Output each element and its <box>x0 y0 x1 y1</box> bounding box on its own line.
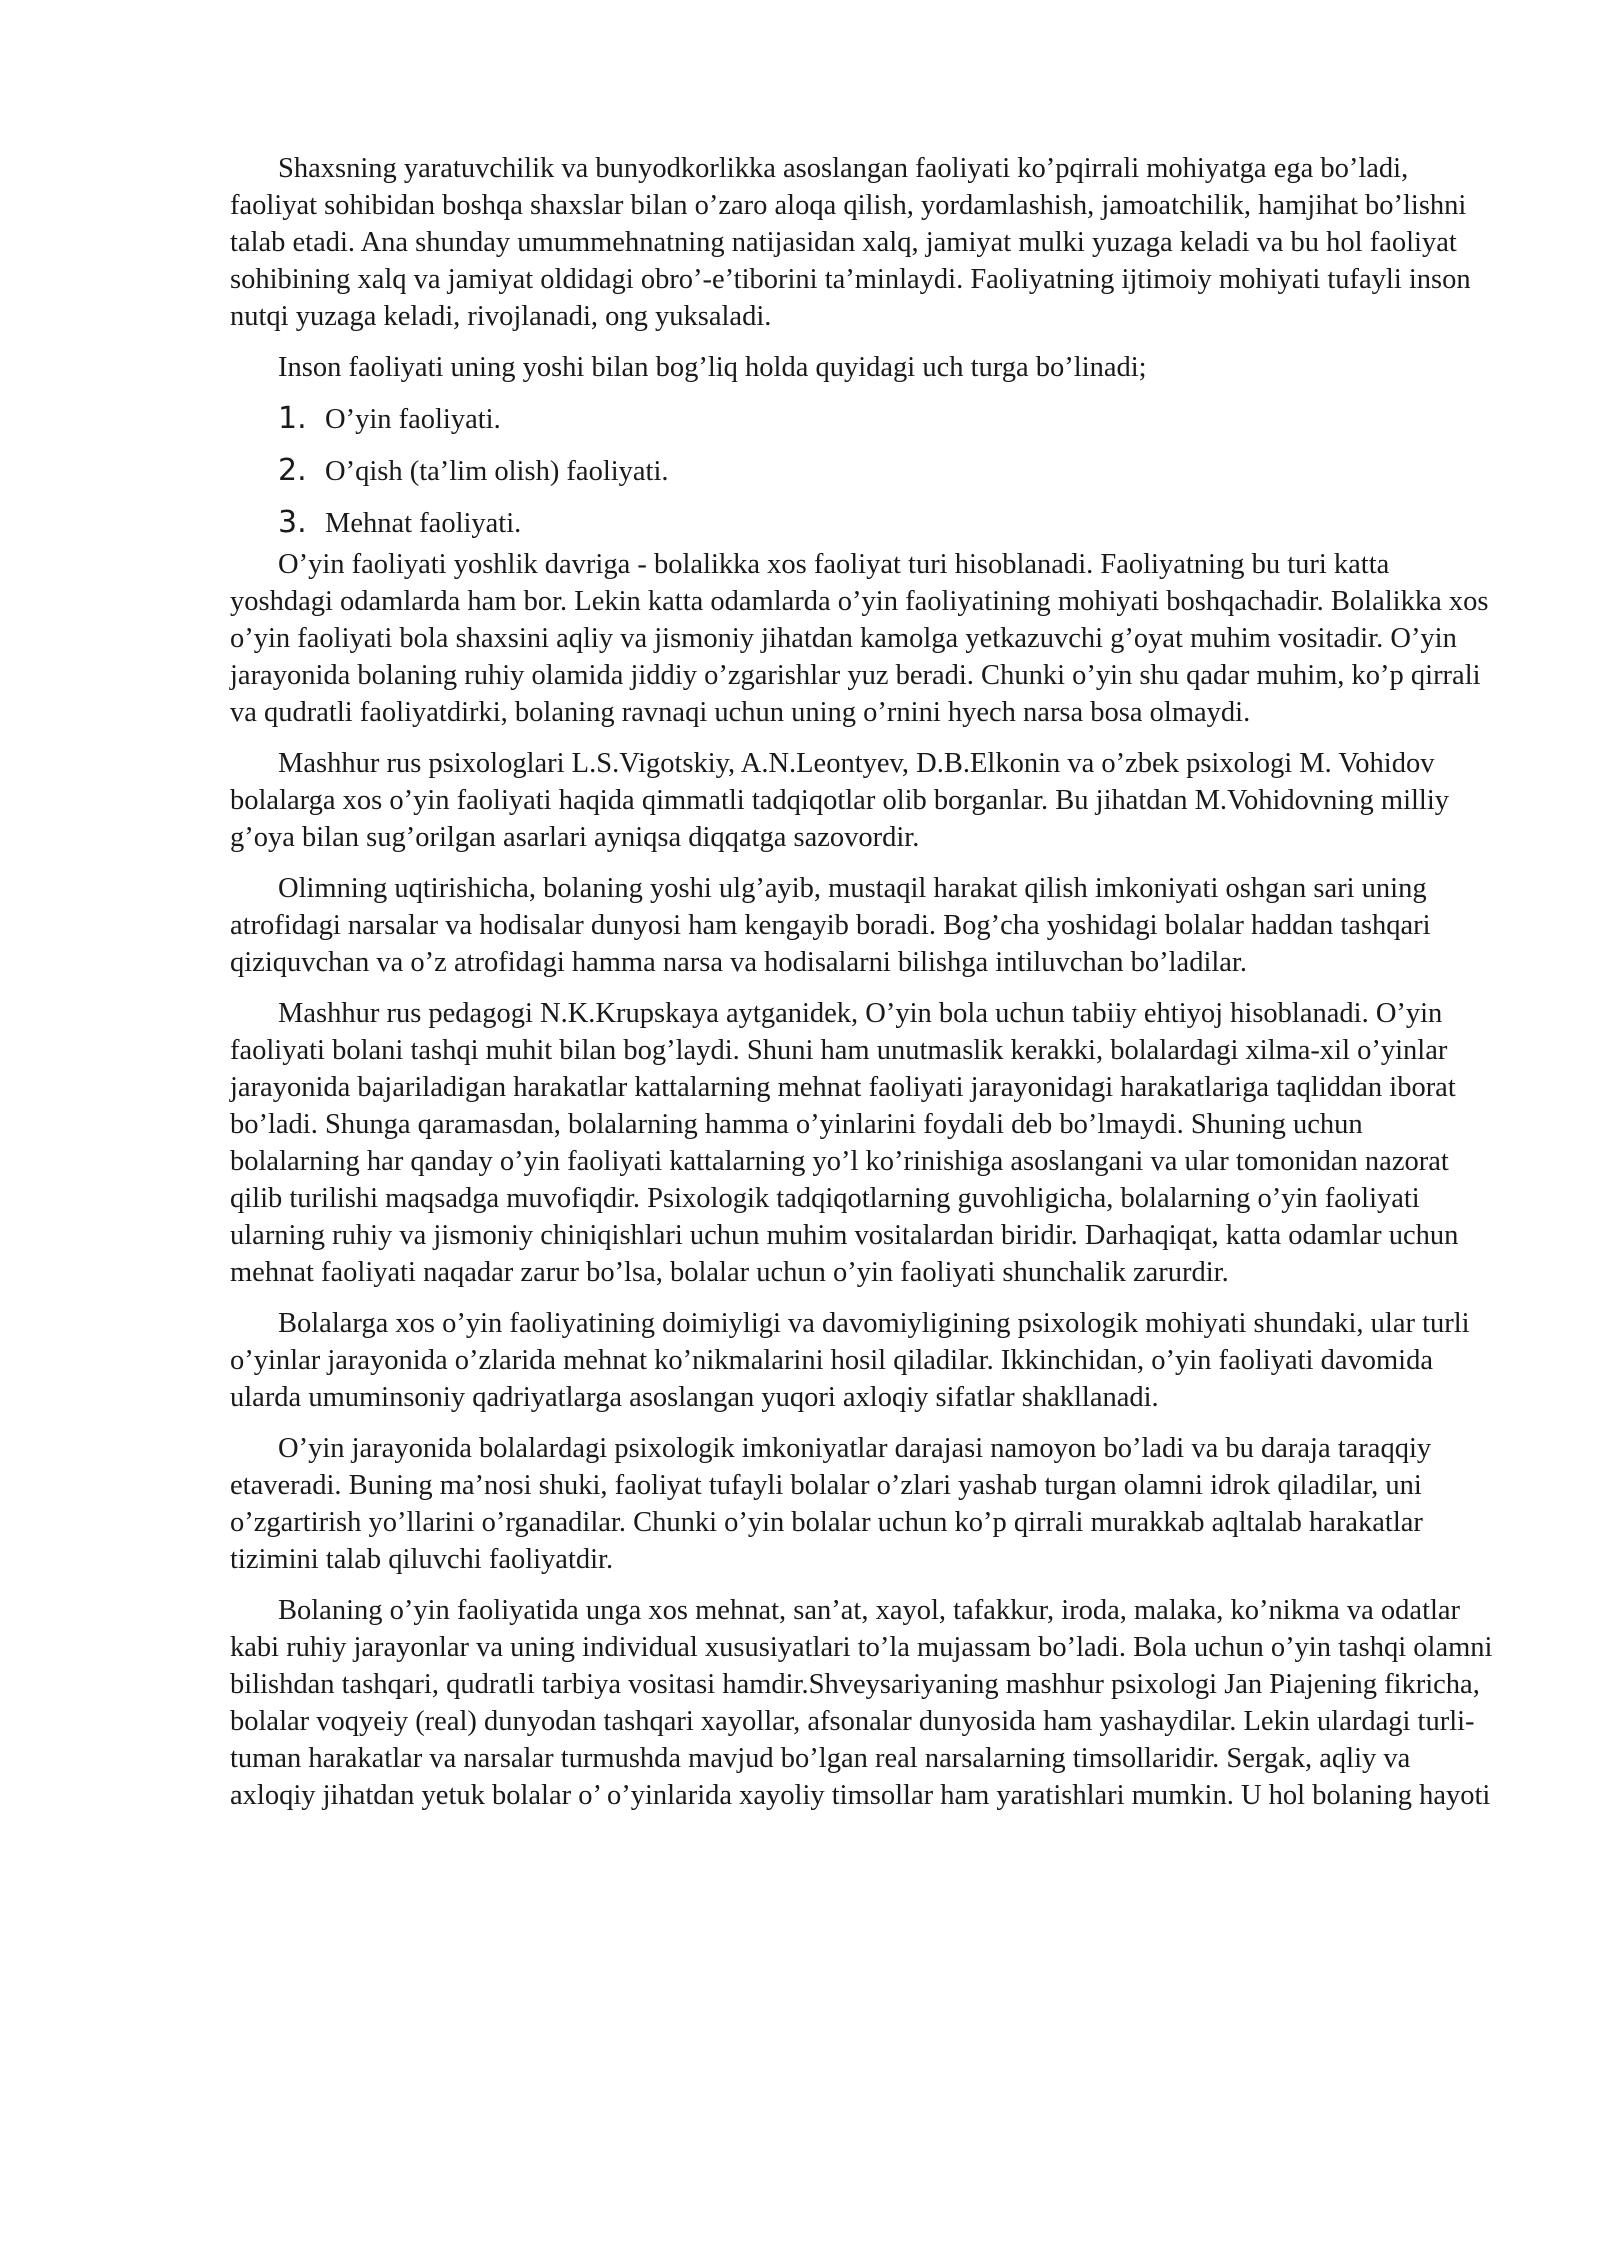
activity-types-list <box>230 400 1498 542</box>
list-item-number: 1. <box>278 401 307 436</box>
paragraph-scholar-view: Olimning uqtirishicha, bolaning yoshi ulg’ayib, mustaqil harakat qilish imkoniyati oshgan sari uning atrofidagi narsalar va hodisalar dunyosi ham kengayib boradi. Bog’cha yoshidagi bolalar haddan tashqari qiziquvchan va o’z atrofidagi hamma narsa va hodisalarni bilishga intiluvchan bo’ladilar. <box>230 873 1431 978</box>
list-item-number: 2. <box>278 453 307 488</box>
paragraph-permanence: Bolalarga xos o’yin faoliyatining doimiyligi va davomiyligining psixologik mohiyati shundaki, ular turli o’yinlar jarayonida o’zlarida mehnat ko’nikmalarini hosil qiladilar. Ikkinchidan, o’yin faoliyati davomida ularda umuminsoniy qadriyatlarga asoslangan yuqori axloqiy sifatlar shakllanadi. <box>230 1308 1470 1413</box>
document-page <box>230 150 1498 1828</box>
list-item-text: O’yin faoliyati. <box>325 404 501 435</box>
paragraph-play-activity: O’yin faoliyati yoshlik davriga - bolalikka xos faoliyat turi hisoblanadi. Faoliyatning bu turi katta yoshdagi odamlarda ham bor. Lekin katta odamlarda o’yin faoliyatining mohiyati boshqachadir. Bolalikka xos o’yin faoliyati bola shaxsini aqliy va jismoniy jihatdan kamolga yetkazuvchi g’oyat muhim vositadir. O’yin jarayonida bolaning ruhiy olamida jiddiy o’zgarishlar yuz beradi. Chunki o’yin shu qadar muhim, ko’p qirrali va qudratli faoliyatdirki, bolaning ravnaqi uchun uning o’rnini hyech narsa bosa olmaydi. <box>230 549 1489 728</box>
list-item-text: Mehnat faoliyati. <box>325 508 522 539</box>
list-item-text: O’qish (ta’lim olish) faoliyati. <box>325 456 669 487</box>
paragraph-piaget: Bolaning o’yin faoliyatida unga xos mehnat, san’at, xayol, tafakkur, iroda, malaka, ko’nikma va odatlar kabi ruhiy jarayonlar va uning individual xususiyatlari to’la mujassam bo’ladi. Bola uchun o’yin tashqi olamni bilishdan tashqari, qudratli tarbiya vositasi hamdir.Shveysariyaning mashhur psixologi Jan Piajening fikricha, bolalar voqyeiy (real) dunyodan tashqari xayollar, afsonalar dunyosida ham yashaydilar. Lekin ulardagi turli-tuman harakatlar va narsalar turmushda mavjud bo’lgan real narsalarning timsollaridir. Sergak, aqliy va axloqiy jihatdan yetuk bolalar o’ o’yinlarida xayoliy timsollar ham yaratishlari mumkin. U hol bolaning hayoti <box>230 1595 1493 1811</box>
list-item <box>230 400 1498 438</box>
list-item <box>230 504 1498 542</box>
list-item <box>230 452 1498 490</box>
list-item-number: 3. <box>278 505 307 540</box>
paragraph-potential: O’yin jarayonida bolalardagi psixologik imkoniyatlar darajasi namoyon bo’ladi va bu daraja taraqqiy etaveradi. Buning ma’nosi shuki, faoliyat tufayli bolalar o’zlari yashab turgan olamni idrok qiladilar, uni o’zgartirish yo’llarini o’rganadilar. Chunki o’yin bolalar uchun ko’p qirrali murakkab aqltalab harakatlar tizimini talab qiluvchi faoliyatdir. <box>230 1433 1432 1575</box>
paragraph-types-lead: Inson faoliyati uning yoshi bilan bog’liq holda quyidagi uch turga bo’linadi; <box>278 352 1147 383</box>
paragraph-psychologists: Mashhur rus psixologlari L.S.Vigotskiy, A.N.Leontyev, D.B.Elkonin va o’zbek psixologi M. Vohidov bolalarga xos o’yin faoliyati haqida qimmatli tadqiqotlar olib borganlar. Bu jihatdan M.Vohidovning milliy g’oya bilan sug’orilgan asarlari ayniqsa diqqatga sazovordir. <box>230 748 1450 853</box>
paragraph-krupskaya: Mashhur rus pedagogi N.K.Krupskaya aytganidek, O’yin bola uchun tabiiy ehtiyoj hisoblanadi. O’yin faoliyati bolani tashqi muhit bilan bog’laydi. Shuni ham unutmaslik kerakki, bolalardagi xilma-xil o’yinlar jarayonida bajariladigan harakatlar kattalarning mehnat faoliyati jarayonidagi harakatlariga taqliddan iborat bo’ladi. Shunga qaramasdan, bolalarning hamma o’yinlarini foydali deb bo’lmaydi. Shuning uchun bolalarning har qanday o’yin faoliyati kattalarning yo’l ko’rinishiga asoslangani va ular tomonidan nazorat qilib turilishi maqsadga muvofiqdir. Psixologik tadqiqotlarning guvohligicha, bolalarning o’yin faoliyati ularning ruhiy va jismoniy chiniqishlari uchun muhim vositalardan biridir. Darhaqiqat, katta odamlar uchun mehnat faoliyati naqadar zarur bo’lsa, bolalar uchun o’yin faoliyati shunchalik zarurdir. <box>230 998 1459 1288</box>
paragraph-intro: Shaxsning yaratuvchilik va bunyodkorlikka asoslangan faoliyati ko’pqirrali mohiyatga ega bo’ladi, faoliyat sohibidan boshqa shaxslar bilan o’zaro aloqa qilish, yordamlashish, jamoatchilik, hamjihat bo’lishni talab etadi. Ana shunday umummehnatning natijasidan xalq, jamiyat mulki yuzaga keladi va bu hol faoliyat sohibining xalq va jamiyat oldidagi obro’-e’tiborini ta’minlaydi. Faoliyatning ijtimoiy mohiyati tufayli inson nutqi yuzaga keladi, rivojlanadi, ong yuksaladi. <box>230 153 1471 332</box>
